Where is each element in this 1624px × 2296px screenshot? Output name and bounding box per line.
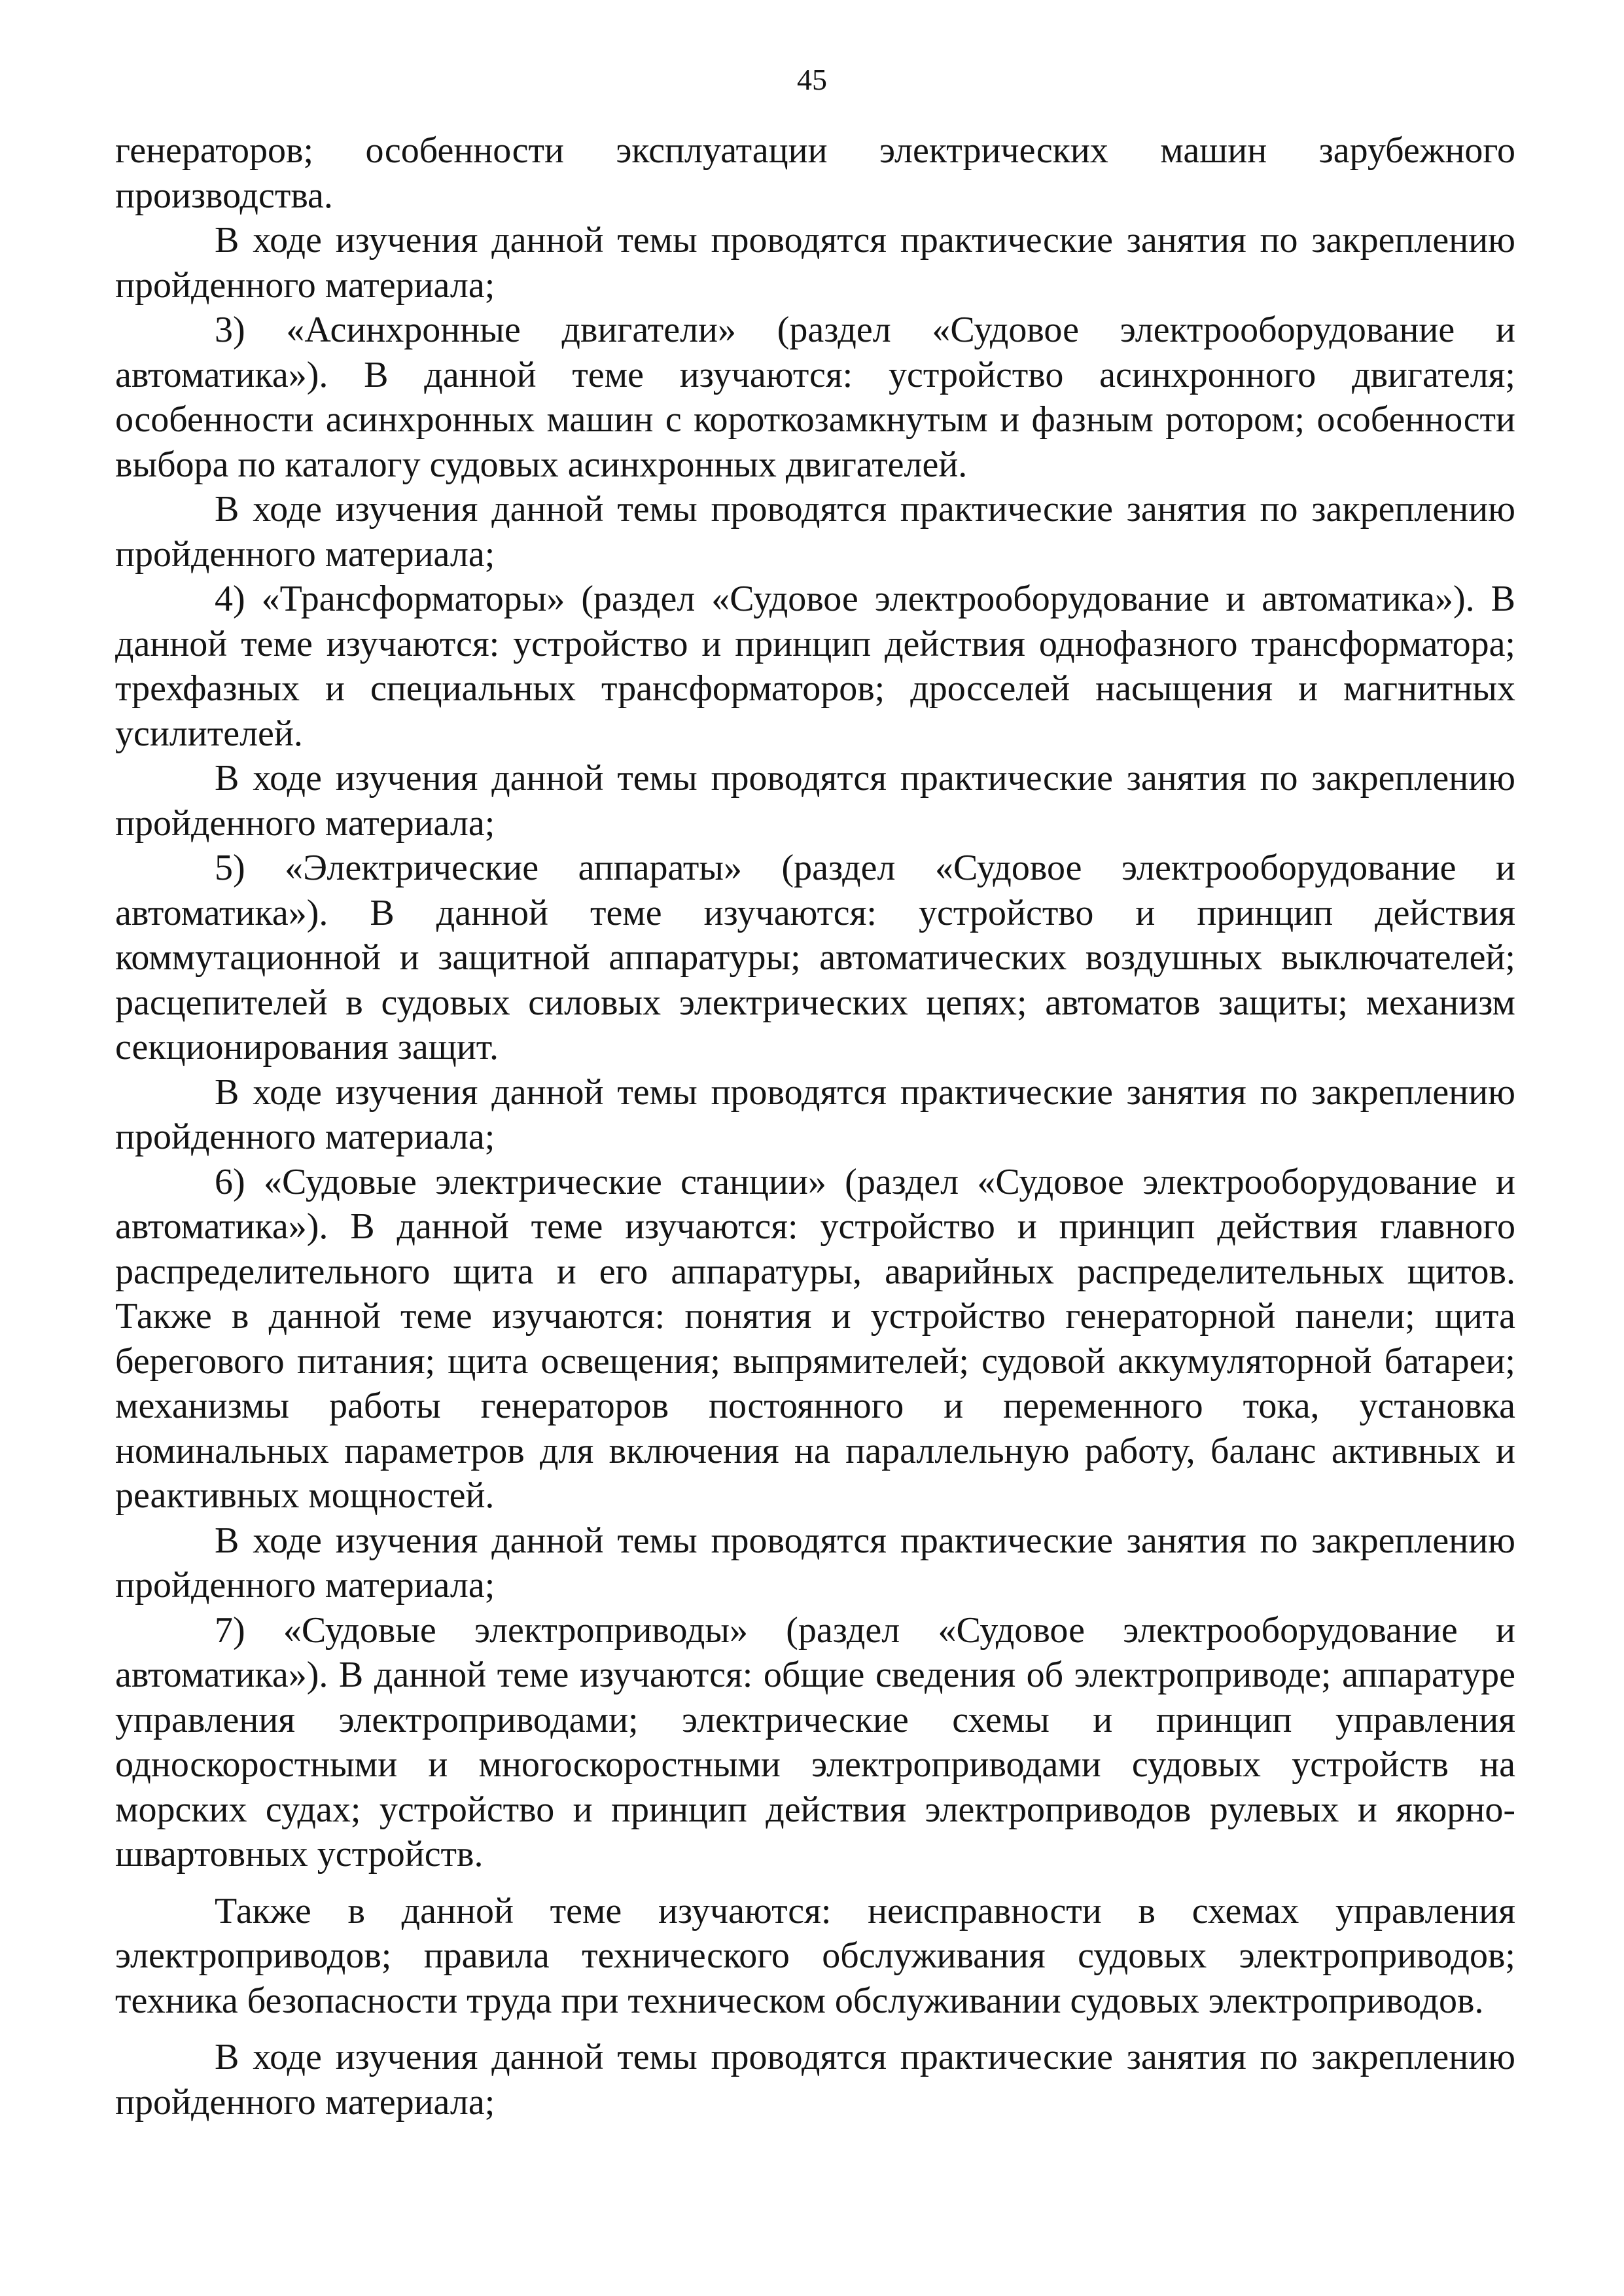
paragraph-topic-6: 6) «Судовые электрические станции» (раздел «Судовое электрооборудование и автоматика»). В данной теме изучаются: устройство и принцип действия главного распределительного щита и его аппаратуры, аварийных распределительных щитов. Также в данной теме изучаются: понятия и устройство генераторной панели; щита берегового питания; щита освещения; выпрямителей; судовой аккумуляторной батареи; механизмы работы генераторов постоянного и переменного тока, установка номинальных параметров для включения на параллельную работу, баланс активных и реактивных мощностей. [115,1161,1515,1516]
paragraph-topic-7: 7) «Судовые электроприводы» (раздел «Судовое электрооборудование и автоматика»). В данной теме изучаются: общие сведения об электроприводе; аппаратуре управления электроприводами; электрические схемы и принцип управления односкоростными и многоскоростными электроприводами судовых устройств на морских судах; устройство и принцип действия электроприводов рулевых и якорно-швартовных устройств. [115,1609,1515,1874]
paragraph-topic-4: 4) «Трансформаторы» (раздел «Судовое электрооборудование и автоматика»). В данной теме изучаются: устройство и принцип действия однофазного трансформатора; трехфазных и специальных трансформаторов; дросселей насыщения и магнитных усилителей. [115,579,1515,754]
paragraph-practice-note: В ходе изучения данной темы проводятся практические занятия по закреплению пройденного материала; [115,1071,1515,1157]
paragraph-topic-7-continued: Также в данной теме изучаются: неисправности в схемах управления электроприводов; правила технического обслуживания судовых электроприводов; техника безопасности труда при техническом обслуживании судовых электроприводов. [115,1890,1515,2021]
paragraph-practice-note: В ходе изучения данной темы проводятся практические занятия по закреплению пройденного материала; [115,758,1515,844]
document-body [115,128,1515,2125]
paragraph-practice-note: В ходе изучения данной темы проводятся практические занятия по закреплению пройденного материала; [115,220,1515,306]
paragraph-continuation: генераторов; особенности эксплуатации электрических машин зарубежного производства. [115,130,1515,216]
paragraph-practice-note: В ходе изучения данной темы проводятся практические занятия по закреплению пройденного материала; [115,489,1515,575]
page-number: 45 [797,63,827,96]
paragraph-practice-note: В ходе изучения данной темы проводятся практические занятия по закреплению пройденного материала; [115,1520,1515,1605]
paragraph-topic-5: 5) «Электрические аппараты» (раздел «Судовое электрооборудование и автоматика»). В данной теме изучаются: устройство и принцип действия коммутационной и защитной аппаратуры; автоматических воздушных выключателей; расцепителей в судовых силовых электрических цепях; автоматов защиты; механизм секционирования защит. [115,848,1515,1067]
paragraph-topic-3: 3) «Асинхронные двигатели» (раздел «Судовое электрооборудование и автоматика»). В данной теме изучаются: устройство асинхронного двигателя; особенности асинхронных машин с короткозамкнутым и фазным ротором; особенности выбора по каталогу судовых асинхронных двигателей. [115,310,1515,485]
paragraph-practice-note: В ходе изучения данной темы проводятся практические занятия по закреплению пройденного материала; [115,2037,1515,2123]
